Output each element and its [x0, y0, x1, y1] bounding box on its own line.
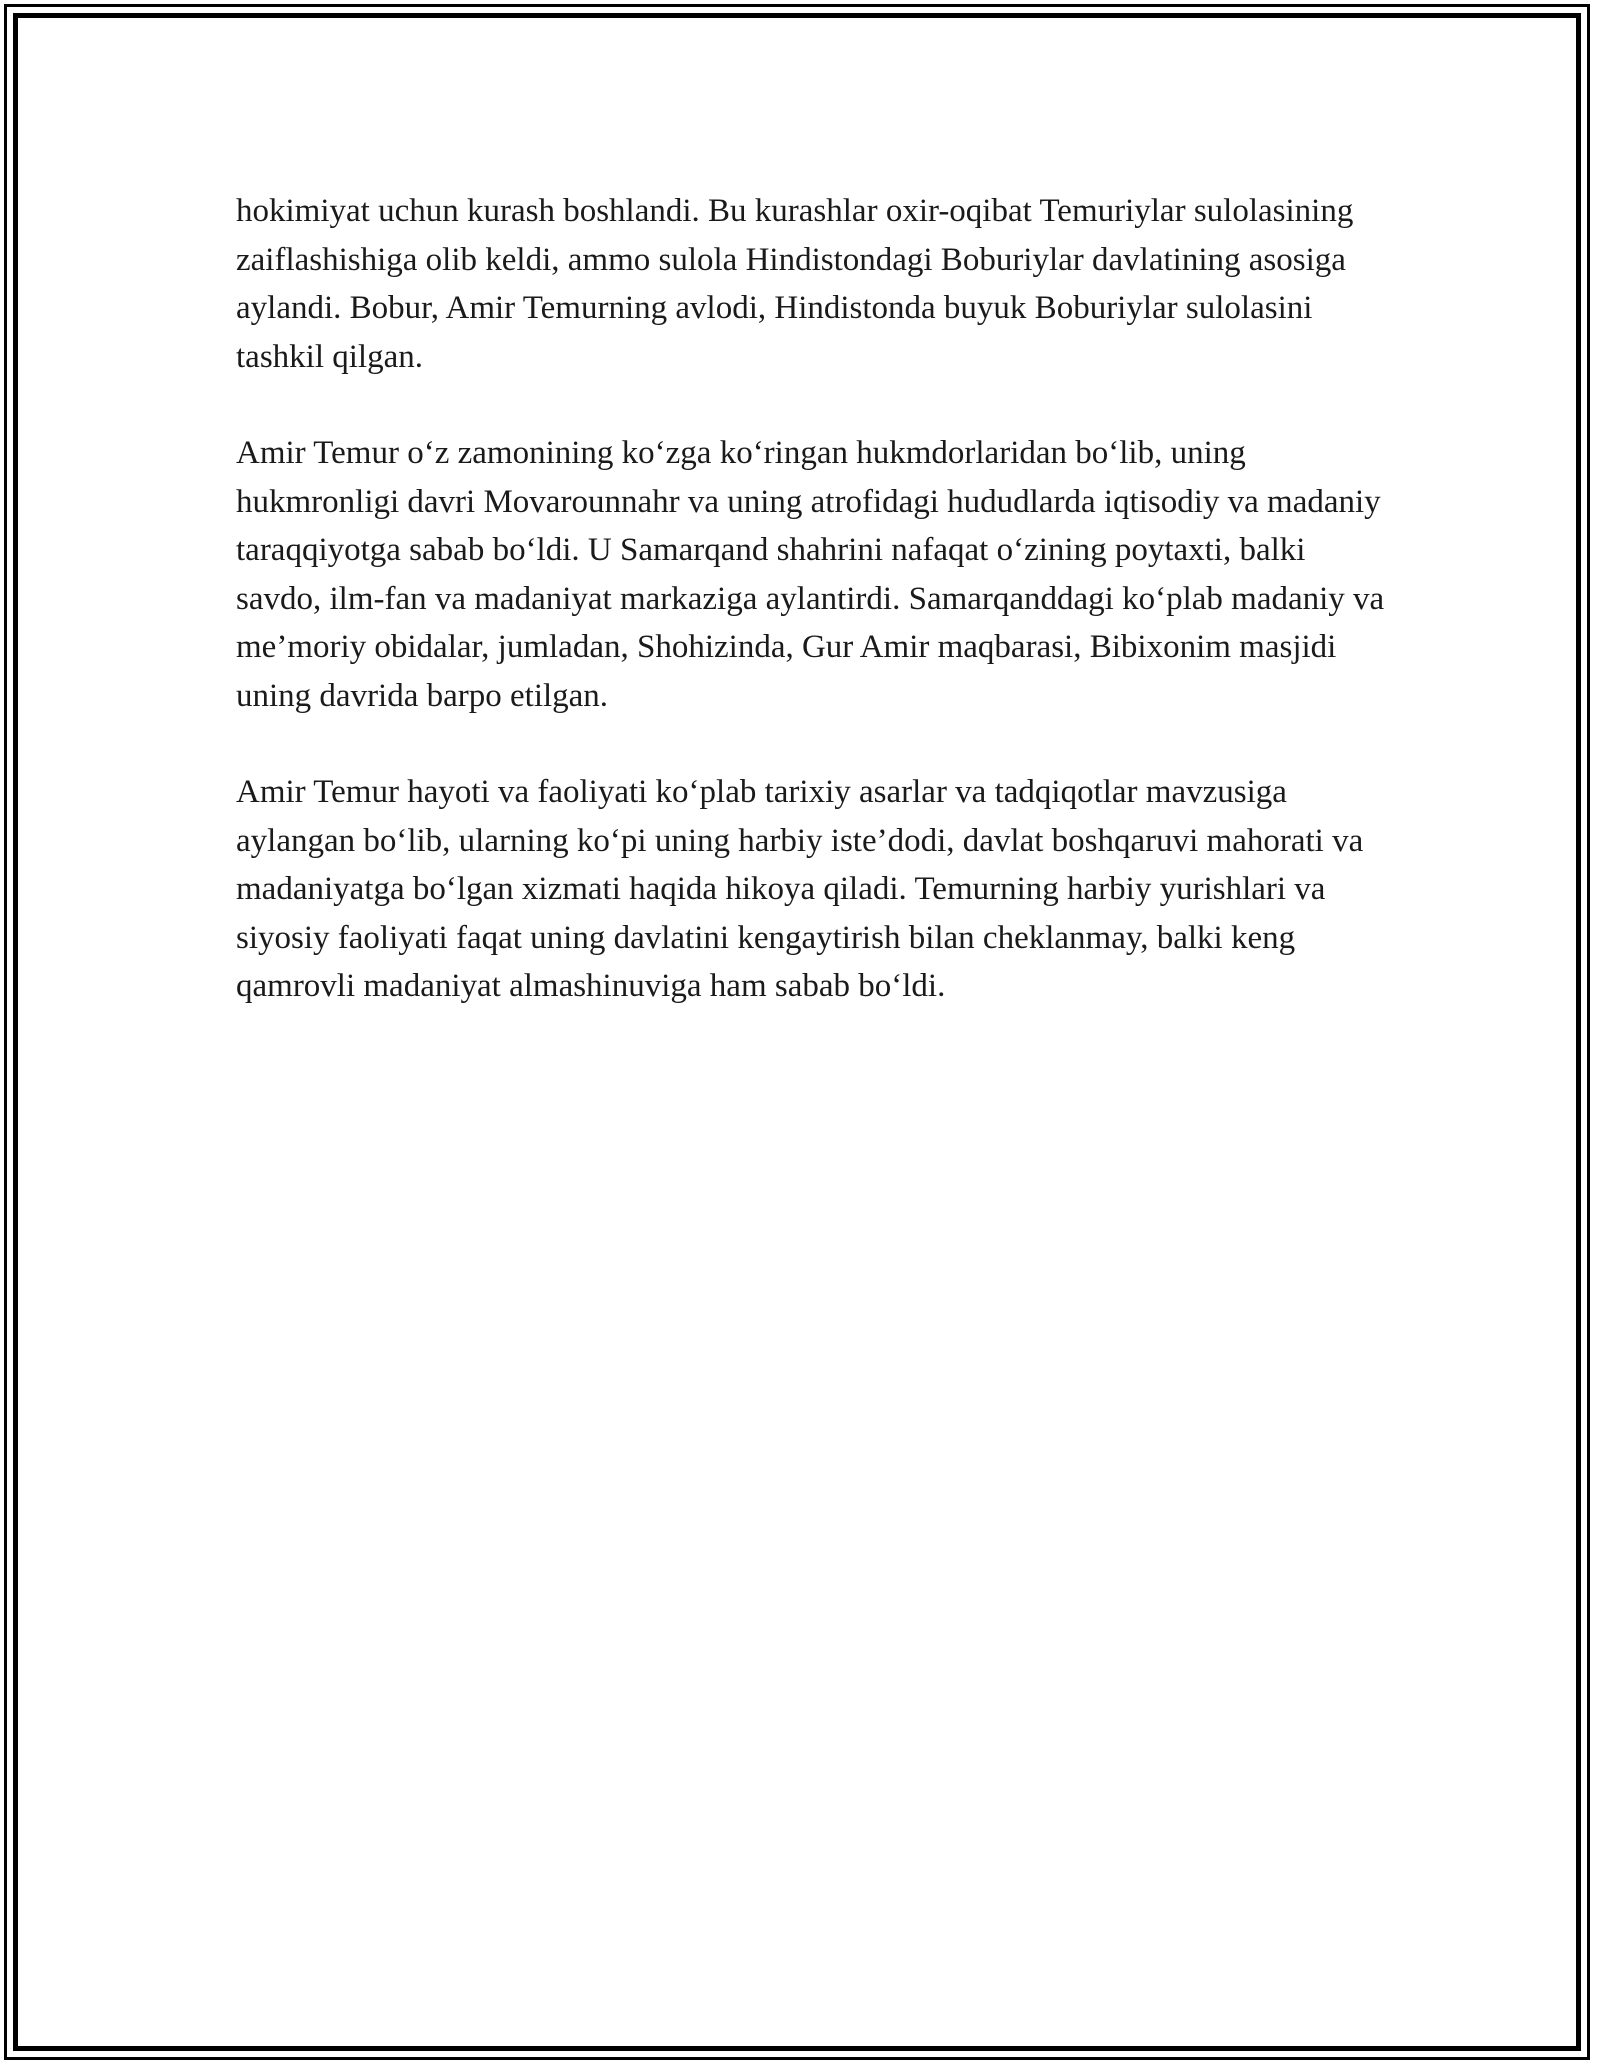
- paragraph-samarkand-development: Amir Temur o‘z zamonining ko‘zga ko‘ringan hukmdorlaridan bo‘lib, uning hukmronligi davri Movarounnahr va uning atrofidagi hududlarda iqtisodiy va madaniy taraqqiyotga sabab bo‘ldi. U Samarqand shahrini nafaqat o‘zining poytaxti, balki savdo, ilm-fan va madaniyat markaziga aylantirdi. Samarqanddagi ko‘plab madaniy va me’moriy obidalar, jumladan, Shohizinda, Gur Amir maqbarasi, Bibixonim masjidi uning davrida barpo etilgan.: [236, 435, 1385, 714]
- paragraph-succession-struggle: hokimiyat uchun kurash boshlandi. Bu kurashlar oxir-oqibat Temuriylar sulolasining zaiflashishiga olib keldi, ammo sulola Hindistondagi Boburiylar davlatining asosiga aylandi. Bobur, Amir Temurning avlodi, Hindistonda buyuk Boburiylar sulolasini tashkil qilgan.: [236, 193, 1354, 375]
- paragraph-historical-legacy: Amir Temur hayoti va faoliyati ko‘plab tarixiy asarlar va tadqiqotlar mavzusiga aylangan bo‘lib, ularning ko‘pi uning harbiy iste’dodi, davlat boshqaruvi mahorati va madaniyatga bo‘lgan xizmati haqida hikoya qiladi. Temurning harbiy yurishlari va siyosiy faoliyati faqat uning davlatini kengaytirish bilan cheklanmay, balki keng qamrovli madaniyat almashinuviga ham sabab bo‘ldi.: [236, 774, 1364, 1004]
- document-body: [236, 187, 1396, 1059]
